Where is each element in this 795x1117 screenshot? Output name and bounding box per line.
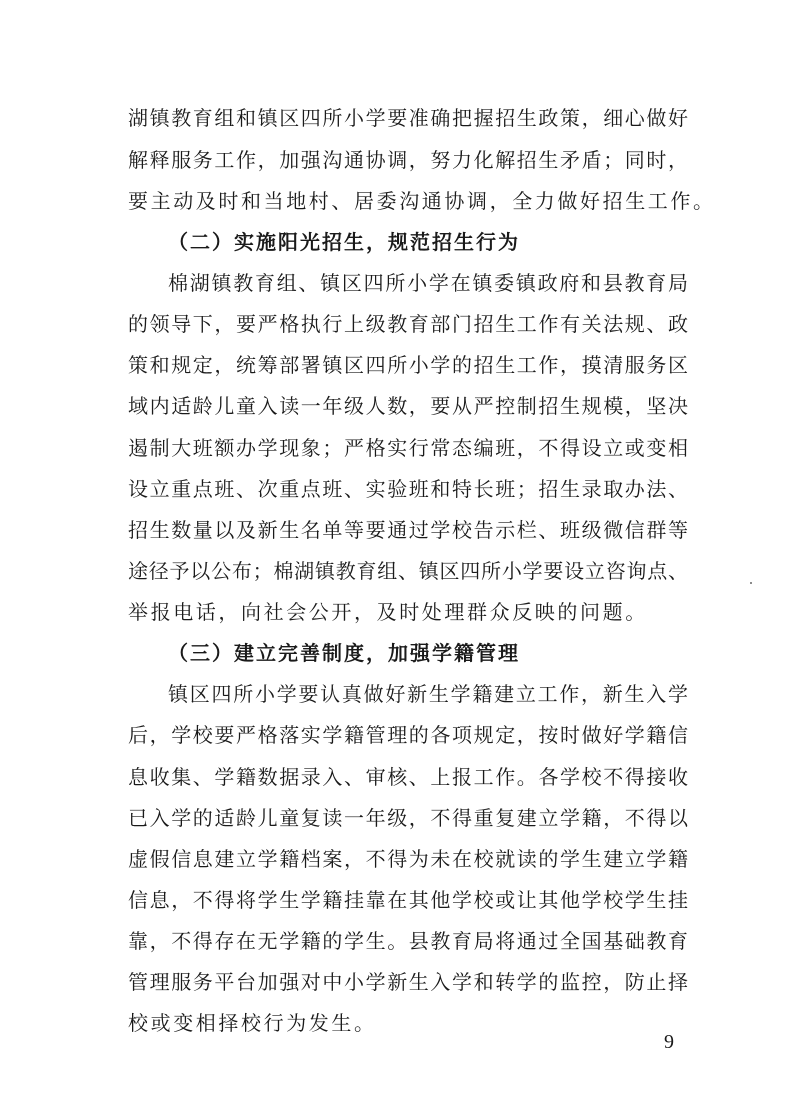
paragraph-line: 要主动及时和当地村、居委沟通协调，全力做好招生工作。: [128, 189, 716, 213]
paragraph-line: 息收集、学籍数据录入、审核、上报工作。各学校不得接收: [128, 765, 688, 789]
paragraph-line: 举报电话，向社会公开，及时处理群众反映的问题。: [128, 600, 648, 624]
paragraph-line: 已入学的适龄儿童复读一年级，不得重复建立学籍，不得以: [128, 806, 688, 830]
section-heading: （三）建立完善制度，加强学籍管理: [168, 641, 520, 665]
paragraph-line: 域内适龄儿童入读一年级人数，要从严控制招生规模，坚决: [128, 394, 688, 418]
section-heading: （二）实施阳光招生，规范招生行为: [168, 230, 520, 254]
paragraph-line: 途径予以公布；棉湖镇教育组、镇区四所小学要设立咨询点、: [128, 559, 688, 583]
paragraph-line: 镇区四所小学要认真做好新生学籍建立工作，新生入学: [168, 682, 688, 706]
paragraph-line: 设立重点班、次重点班、实验班和特长班；招生录取办法、: [128, 477, 688, 501]
paragraph-line: 虚假信息建立学籍档案，不得为未在校就读的学生建立学籍: [128, 847, 688, 871]
paragraph-line: 湖镇教育组和镇区四所小学要准确把握招生政策，细心做好: [128, 106, 688, 130]
paragraph-line: 管理服务平台加强对中小学新生入学和转学的监控，防止择: [128, 970, 688, 994]
paragraph-line: 校或变相择校行为发生。: [128, 1011, 377, 1035]
paragraph-line: 信息，不得将学生学籍挂靠在其他学校或让其他学校学生挂: [128, 888, 688, 912]
paragraph-line: 棉湖镇教育组、镇区四所小学在镇委镇政府和县教育局: [168, 271, 688, 295]
paragraph-line: 的领导下，要严格执行上级教育部门招生工作有关法规、政: [128, 312, 688, 336]
page-number: 9: [664, 1031, 674, 1053]
scan-speck: [750, 582, 752, 584]
paragraph-line: 后，学校要严格落实学籍管理的各项规定，按时做好学籍信: [128, 723, 688, 747]
paragraph-line: 招生数量以及新生名单等要通过学校告示栏、班级微信群等: [128, 518, 688, 542]
paragraph-line: 策和规定，统筹部署镇区四所小学的招生工作，摸清服务区: [128, 353, 688, 377]
paragraph-line: 解释服务工作，加强沟通协调，努力化解招生矛盾；同时，: [128, 148, 688, 172]
paragraph-line: 遏制大班额办学现象；严格实行常态编班，不得设立或变相: [128, 436, 688, 460]
paragraph-line: 靠，不得存在无学籍的学生。县教育局将通过全国基础教育: [128, 929, 688, 953]
